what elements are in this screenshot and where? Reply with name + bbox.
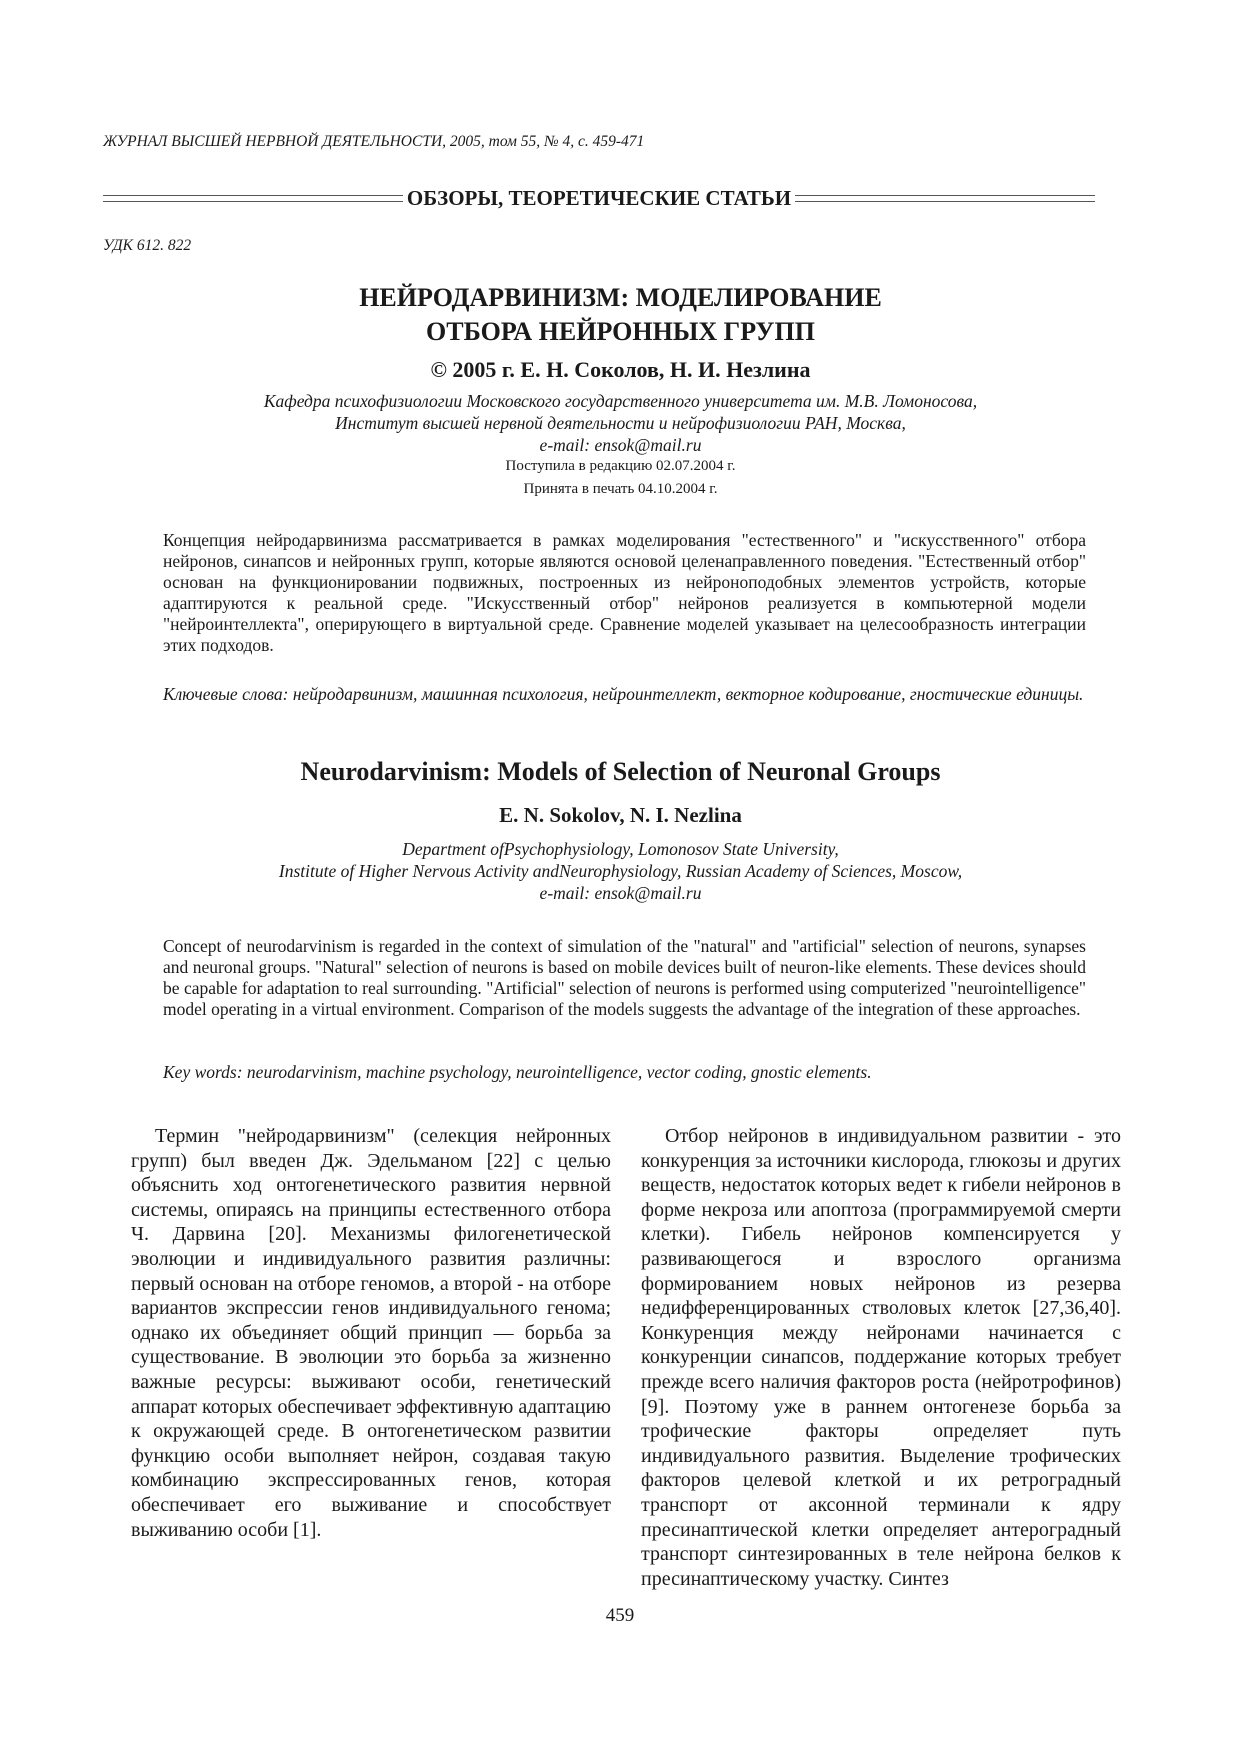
en-abstract: Concept of neurodarvinism is regarded in the context of simulation of the "natural" and "artificial" selection of neurons, synapses and neuronal groups. "Natural" selection of neurons is based on mobile devices built of neuron-like elements. These devices should be capable for adaptation to real surrounding. "Artificial" selection of neurons is performed using computerized "neurointelligence" model operating in a virtual environment. Comparison of the models suggests the advantage of the integration of these approaches. [163, 936, 1086, 1019]
section-rule-left [103, 195, 403, 202]
ru-affiliation-line-1: Кафедра психофизиологии Московского государственного университета им. М.В. Ломоносова, [263, 391, 978, 411]
en-article-title: Neurodarvinism: Models of Selection of Neuronal Groups [300, 757, 941, 786]
ru-abstract: Концепция нейродарвинизма рассматривается в рамках моделирования "естественного" и "искусственного" отбора нейронов, синапсов и нейронных групп, которые являются основой целенаправленного поведения. "Естественный отбор" основан на функционировании подвижных, построенных из нейроноподобных элементов устройств, которые адаптируются к реальной среде. "Искусственный отбор" нейронов реализуется в компьютерной модели "нейроинтеллекта", оперирующего в виртуальной среде. Сравнение моделей указывает на целесообразность интеграции этих подходов. [163, 530, 1086, 655]
body-right-column [641, 1124, 1121, 1591]
body-paragraph: Термин "нейродарвинизм" (селекция нейронных групп) был введен Дж. Эдельманом [22] с целью объяснить ход онтогенетического развития нервной системы, опираясь на принципы естественного отбора Ч. Дарвина [20]. Механизмы филогенетической эволюции и индивидуального развития различны: первый основан на отборе геномов, а второй - на отборе вариантов экспрессии генов индивидуального генома; однако их объединяет общий принцип — борьба за существование. В эволюции это борьба за жизненно важные ресурсы: выживают особи, генетический аппарат которых обеспечивает эффективную адаптацию к окружающей среде. В онтогенетическом развитии функцию особи выполняет нейрон, создавая такую комбинацию экспрессированных генов, которая обеспечивает его выживание и способствует выживанию особи [1]. [131, 1125, 611, 1541]
ru-keywords: Ключевые слова: нейродарвинизм, машинная психология, нейроинтеллект, векторное кодирование, гностические единицы. [163, 684, 1084, 704]
submission-dates [150, 455, 1091, 501]
en-keywords: Key words: neurodarvinism, machine psychology, neurointelligence, vector coding, gnostic elements. [163, 1062, 872, 1082]
en-email: e-mail: ensok@mail.ru [539, 883, 702, 903]
page-number: 459 [605, 1605, 635, 1626]
journal-header: ЖУРНАЛ ВЫСШЕЙ НЕРВНОЙ ДЕЯТЕЛЬНОСТИ, 2005, том 55, № 4, с. 459-471 [103, 133, 645, 150]
ru-email: e-mail: ensok@mail.ru [539, 435, 702, 455]
en-affiliation-line-1: Department ofPsychophysiology, Lomonosov State University, [402, 839, 839, 859]
ru-affiliation-line-2: Институт высшей нервной деятельности и нейрофизиологии РАН, Москва, [335, 413, 906, 433]
ru-title-line-1: НЕЙРОДАРВИНИЗМ: МОДЕЛИРОВАНИЕ [359, 283, 882, 312]
ru-authors: © 2005 г. Е. Н. Соколов, Н. И. Незлина [430, 357, 811, 382]
ru-article-title [150, 281, 1091, 349]
udk-code: УДК 612. 822 [103, 237, 192, 254]
en-affiliation [150, 838, 1091, 904]
body-paragraph: Отбор нейронов в индивидуальном развитии - это конкуренция за источники кислорода, глюкозы и других веществ, недостаток которых ведет к гибели нейронов в форме некроза или апоптоза (программируемой смерти клетки). Гибель нейронов компенсируется у развивающегося и взрослого организма формированием новых нейронов из резерва недифференцированных стволовых клеток [27,36,40]. Конкуренция между нейронами начинается с конкуренции синапсов, поддержание которых требует прежде всего наличия факторов роста (нейротрофинов) [9]. Поэтому уже в раннем онтогенезе борьба за трофические факторы определяет путь индивидуального развития. Выделение трофических факторов целевой клеткой и их ретроградный транспорт от аксонной терминали к ядру пресинаптической клетки определяет антероградный транспорт синтезированных в теле нейрона белков к пресинаптическому участку. Синтез [641, 1125, 1121, 1590]
ru-affiliation [150, 390, 1091, 456]
en-authors: E. N. Sokolov, N. I. Nezlina [499, 803, 742, 827]
section-heading [103, 186, 1095, 210]
body-left-column [131, 1124, 611, 1542]
section-rule-right [795, 195, 1095, 202]
en-affiliation-line-2: Institute of Higher Nervous Activity andNeurophysiology, Russian Academy of Sciences, Moscow, [278, 861, 963, 881]
section-title: ОБЗОРЫ, ТЕОРЕТИЧЕСКИЕ СТАТЬИ [406, 185, 792, 210]
ru-title-line-2: ОТБОРА НЕЙРОННЫХ ГРУПП [426, 317, 815, 346]
accepted-date: Принята в печать 04.10.2004 г. [523, 481, 718, 497]
received-date: Поступила в редакцию 02.07.2004 г. [505, 458, 736, 474]
